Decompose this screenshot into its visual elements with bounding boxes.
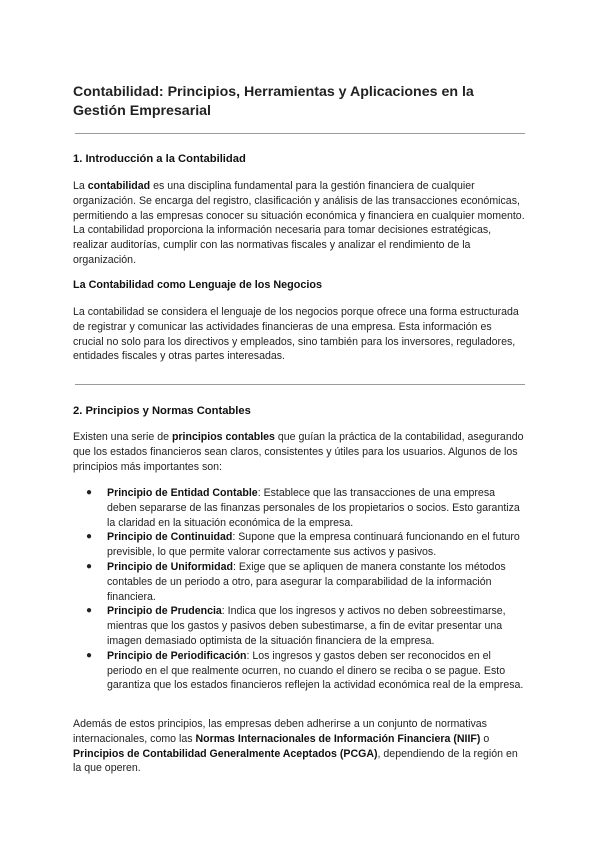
section-1-heading: 1. Introducción a la Contabilidad	[73, 153, 246, 165]
bold-term: Principios de Contabilidad Generalmente Aceptados (PCGA)	[73, 747, 378, 760]
bullet-icon: ●	[86, 560, 93, 572]
list-item: ● Principio de Entidad Contable: Establece que las transacciones de una empresa deben separarse de las finanzas personales de los propietarios o socios. Esto garantiza la claridad en la situación económica de la empresa.	[86, 487, 520, 529]
section-1-subheading: La Contabilidad como Lenguaje de los Negocios	[73, 279, 322, 291]
principle-name: Principio de Entidad Contable	[107, 487, 258, 499]
bold-term: contabilidad	[87, 180, 151, 192]
list-item: ● Principio de Periodificación: Los ingresos y gastos deben ser reconocidos en el periodo en el que realmente ocurren, no cuando el dinero se reciba o se pague. Esto garantiza que los estados financieros reflejen la actividad económica real de la empresa.	[86, 649, 524, 692]
principle-name: Principio de Periodificación	[107, 649, 247, 662]
principle-name: Principio de Continuidad	[107, 531, 233, 544]
principles-list	[73, 486, 525, 693]
bullet-icon: ●	[86, 531, 93, 543]
list-item: ● Principio de Continuidad: Supone que la empresa continuará funcionando en el futuro previsible, lo que permite valorar correctamente sus activos y pasivos.	[86, 531, 520, 559]
divider	[75, 384, 525, 385]
bullet-icon: ●	[86, 487, 93, 498]
bold-term: Normas Internacionales de Información Financiera (NIIF)	[195, 732, 481, 745]
section-1-intro-paragraph: La contabilidad es una disciplina fundamental para la gestión financiera de cualquier organización. Se encarga del registro, clasificación y análisis de las transacciones económicas, permitiendo a las empresas conocer su situación económica y financiera en cualquier momento. La contabilidad proporciona la información necesaria para tomar decisiones estratégicas, realizar auditorías, cumplir con las normativas fiscales y analizar el rendimiento de la organización.	[73, 180, 525, 266]
principle-name: Principio de Prudencia	[107, 605, 222, 618]
section-2-heading: 2. Principios y Normas Contables	[73, 405, 251, 417]
bullet-icon: ●	[86, 605, 93, 617]
section-2-closing-paragraph: Además de estos principios, las empresas deben adherirse a un conjunto de normativas internacionales, como las Normas Internacionales de Información Financiera (NIIF) o Principios de Contabilidad Generalmente Aceptados (PCGA), dependiendo de la región en la que operen.	[73, 718, 518, 775]
bullet-icon: ●	[86, 649, 93, 661]
bold-term: principios contables	[171, 431, 275, 443]
principle-name: Principio de Uniformidad	[107, 560, 233, 573]
list-item: ● Principio de Uniformidad: Exige que se apliquen de manera constante los métodos contables de un periodo a otro, para asegurar la comparabilidad de la información financiera.	[86, 560, 506, 603]
list-item: ● Principio de Prudencia: Indica que los ingresos y activos no deben sobreestimarse, mientras que los gastos y pasivos deben subestimarse, a fin de evitar presentar una imagen demasiado optimista de la situación financiera de la empresa.	[86, 605, 506, 647]
document-title: Contabilidad: Principios, Herramientas y Aplicaciones en la Gestión Empresarial	[73, 84, 474, 119]
section-2-intro-paragraph: Existen una serie de principios contables que guían la práctica de la contabilidad, asegurando que los estados financieros sean claros, consistentes y útiles para los usuarios. Algunos de los principios más importantes son:	[73, 431, 524, 473]
section-1-sub-paragraph: La contabilidad se considera el lenguaje de los negocios porque ofrece una forma estructurada de registrar y comunicar las actividades financieras de una empresa. Esta información es crucial no solo para los directivos y empleados, sino también para los inversores, reguladores, entidades fiscales y otras partes interesadas.	[73, 306, 519, 363]
divider	[75, 133, 525, 134]
